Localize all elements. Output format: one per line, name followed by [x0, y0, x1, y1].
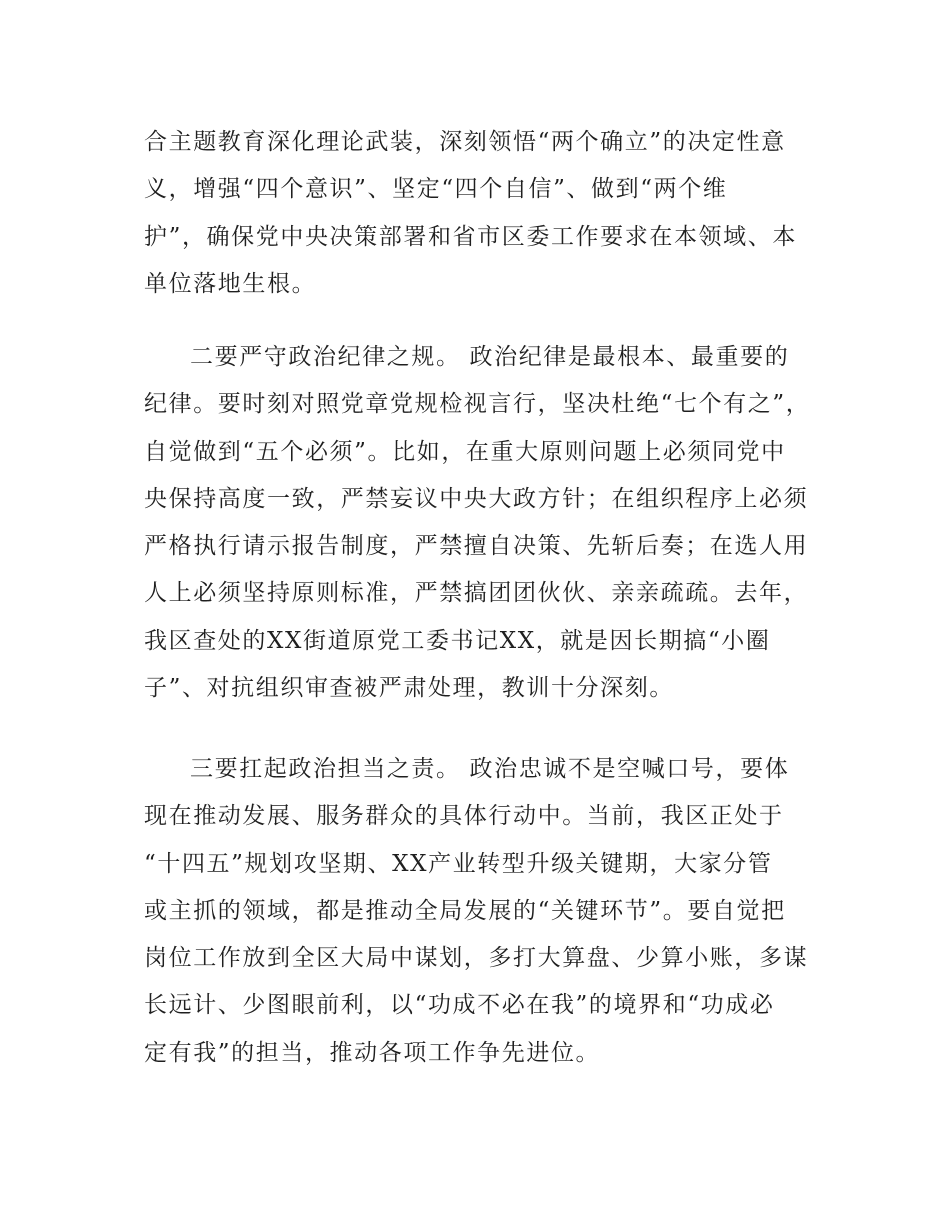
- text-line: 或主抓的领域，都是推动全局发展的“关键环节”。要自觉把: [144, 897, 786, 924]
- text-line: 义，增强“四个意识”、坚定“四个自信”、做到“两个维: [144, 176, 728, 203]
- text-line: 护”，确保党中央决策部署和省市区委工作要求在本领域、本: [144, 223, 797, 250]
- text-line: 人上必须坚持原则标准，严禁搞团团伙伙、亲亲疏疏。去年，: [144, 580, 809, 607]
- text-line: 自觉做到“五个必须”。比如，在重大原则问题上必须同党中: [144, 438, 786, 465]
- text-line: 现在推动发展、服务群众的具体行动中。当前，我区正处于: [144, 803, 784, 830]
- paragraph-political-responsibility: [144, 746, 824, 1077]
- text-line: 我区查处的XX街道原党工委书记XX，就是因长期搞“小圈: [144, 627, 771, 654]
- text-line: 子”、对抗组织审查被严肃处理，教训十分深刻。: [144, 675, 674, 702]
- text-line: 严格执行请示报告制度，严禁擅自决策、先斩后奏；在选人用: [144, 533, 809, 560]
- text-line-first: 二要严守政治纪律之规。 政治纪律是最根本、最重要的: [190, 344, 790, 370]
- text-line-first: 三要扛起政治担当之责。 政治忠诚不是空喊口号，要体: [190, 756, 790, 782]
- text-line: 单位落地生根。: [144, 270, 317, 297]
- paragraph-continuation: [144, 119, 824, 308]
- text-line: 纪律。要时刻对照党章党规检视言行，坚决杜绝“七个有之”，: [144, 391, 811, 418]
- text-line: 岗位工作放到全区大局中谋划，多打大算盘、少算小账，多谋: [144, 945, 809, 972]
- text-line: 央保持高度一致，严禁妄议中央大政方针；在组织程序上必须: [144, 485, 809, 512]
- text-line: “十四五”规划攻坚期、XX产业转型升级关键期，大家分管: [144, 850, 773, 877]
- text-line: 合主题教育深化理论武装，深刻领悟“两个确立”的决定性意: [144, 129, 786, 155]
- text-line: 定有我”的担当，推动各项工作争先进位。: [144, 1039, 601, 1066]
- text-line: 长远计、少图眼前利，以“功成不必在我”的境界和“功成必: [144, 992, 775, 1019]
- paragraph-political-discipline: [144, 334, 824, 712]
